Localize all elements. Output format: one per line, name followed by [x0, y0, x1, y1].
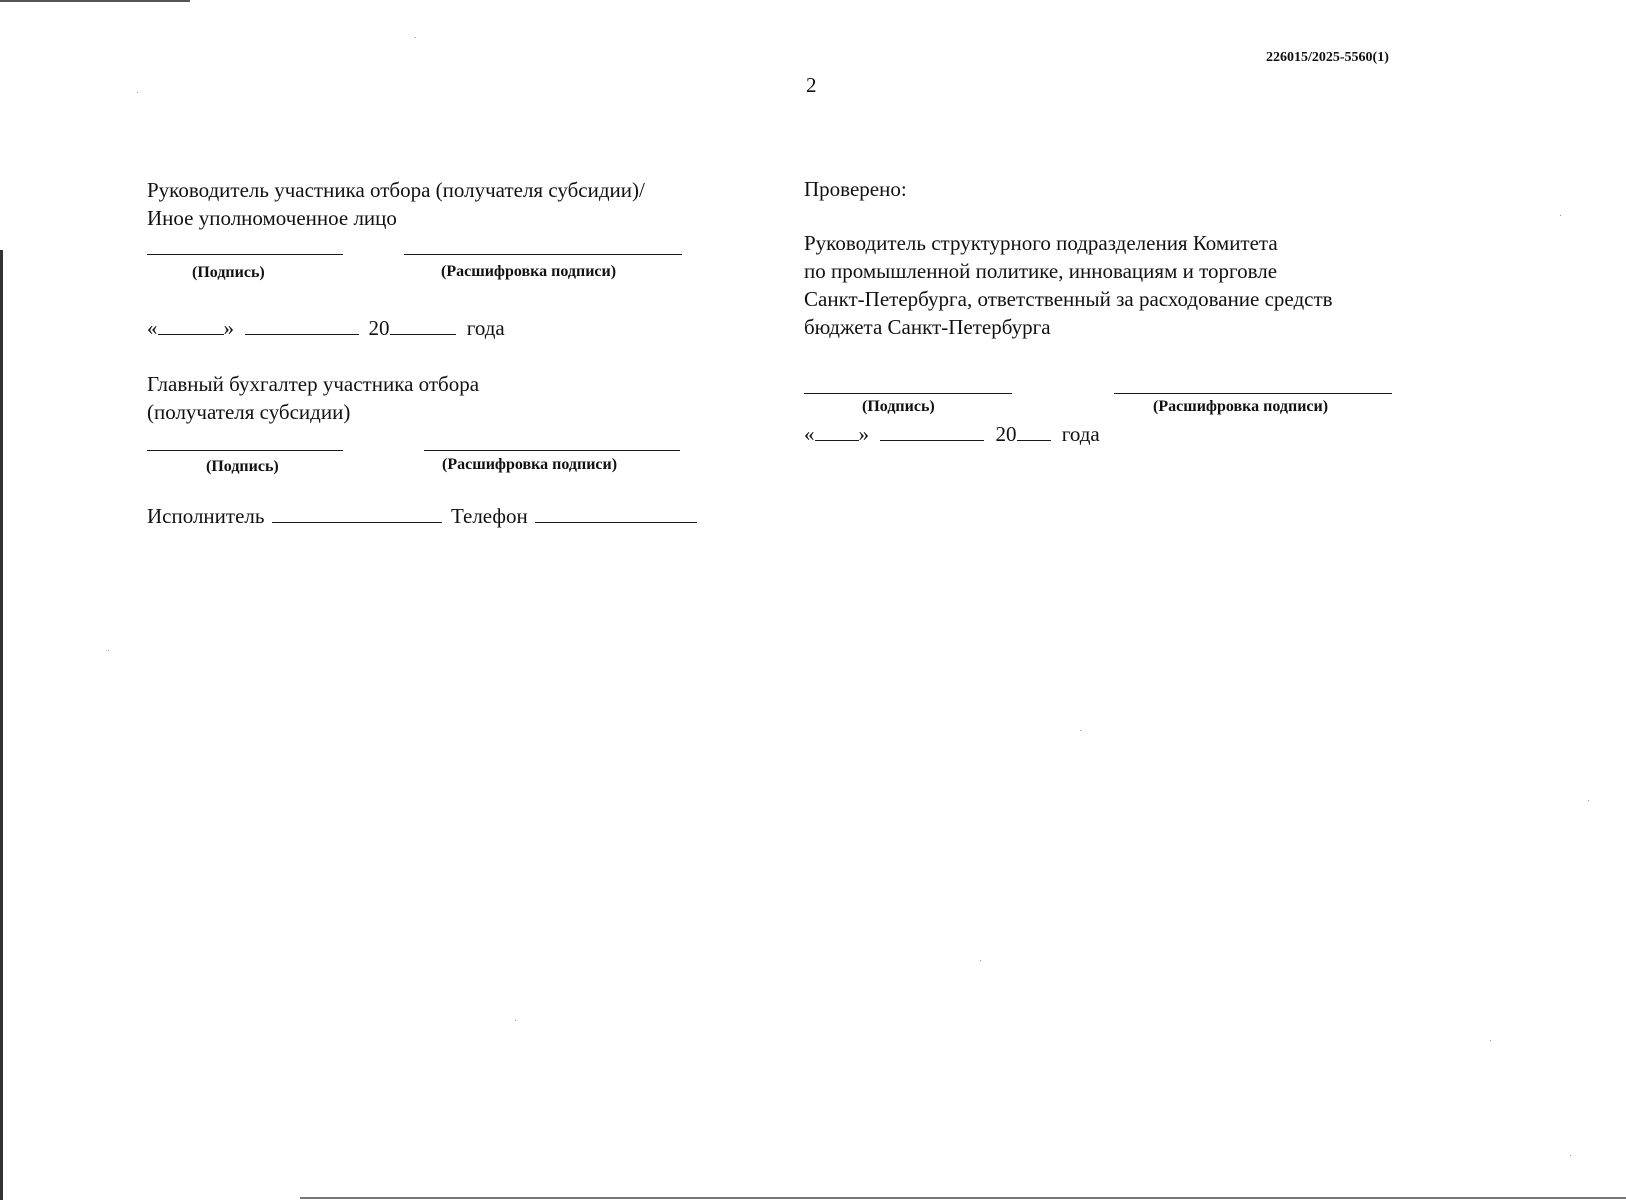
accountant-decryption-line[interactable]	[424, 450, 680, 451]
date-month-blank[interactable]	[245, 315, 359, 335]
right-date-open-quote: «	[804, 422, 815, 446]
scan-speck	[515, 1020, 516, 1021]
scan-edge-bottom	[300, 1197, 1626, 1199]
date-suffix: года	[466, 316, 505, 340]
scan-speck	[415, 37, 416, 38]
checked-label: Проверено:	[804, 177, 907, 201]
executor-blank[interactable]	[272, 503, 442, 523]
accountant-signature-caption: (Подпись)	[206, 458, 279, 475]
date-open-quote: «	[147, 316, 158, 340]
accountant-decryption-caption: (Расшифровка подписи)	[442, 456, 618, 473]
head-signature-caption: (Подпись)	[192, 264, 265, 281]
scan-speck	[980, 960, 981, 961]
scan-edge-top	[0, 0, 190, 2]
accountant-line2: (получателя субсидии)	[147, 400, 351, 424]
right-date-year-prefix: 20	[995, 422, 1017, 446]
right-date-day-blank[interactable]	[815, 421, 859, 441]
right-date-month-blank[interactable]	[880, 421, 984, 441]
right-date-row	[804, 420, 1100, 448]
right-head-line2: по промышленной политике, инновациям и торговле	[804, 259, 1278, 283]
scan-edge-left	[0, 250, 3, 1200]
right-date-year-blank[interactable]	[1017, 421, 1051, 441]
head-title-line1: Руководитель участника отбора (получателя субсидии)/	[147, 178, 645, 202]
head-title-line2: Иное уполномоченное лицо	[147, 206, 397, 230]
head-signature-line[interactable]	[147, 254, 343, 255]
head-decryption-caption: (Расшифровка подписи)	[441, 263, 617, 280]
date-year-prefix: 20	[368, 316, 390, 340]
accountant-signature-line[interactable]	[147, 450, 343, 451]
date-close-quote: »	[223, 316, 234, 340]
right-date-suffix: года	[1061, 422, 1100, 446]
scan-speck	[108, 650, 109, 651]
page-number: 2	[806, 73, 817, 97]
document-number: 226015/2025-5560(1)	[1266, 50, 1389, 65]
date-day-blank[interactable]	[158, 315, 224, 335]
scan-speck	[1560, 215, 1561, 216]
date-year-blank[interactable]	[390, 315, 456, 335]
scan-speck	[1490, 1040, 1491, 1041]
right-signature-line[interactable]	[804, 393, 1012, 394]
head-decryption-line[interactable]	[404, 254, 682, 255]
right-decryption-caption: (Расшифровка подписи)	[1153, 398, 1329, 415]
scan-speck	[1588, 800, 1589, 801]
accountant-line1: Главный бухгалтер участника отбора	[147, 372, 480, 396]
scan-speck	[1570, 1155, 1571, 1156]
right-head-line3: Санкт-Петербурга, ответственный за расходование средств	[804, 287, 1333, 311]
right-decryption-line[interactable]	[1114, 393, 1392, 394]
scan-speck	[137, 92, 138, 93]
executor-label: Исполнитель	[147, 504, 265, 528]
head-date-row	[147, 314, 505, 342]
right-head-line1: Руководитель структурного подразделения Комитета	[804, 231, 1278, 255]
executor-row	[147, 502, 697, 530]
phone-label: Телефон	[450, 504, 528, 528]
right-date-close-quote: »	[858, 422, 869, 446]
scan-speck	[1080, 730, 1081, 731]
phone-blank[interactable]	[535, 503, 697, 523]
right-signature-caption: (Подпись)	[862, 398, 935, 415]
right-head-line4: бюджета Санкт-Петербурга	[804, 315, 1051, 339]
